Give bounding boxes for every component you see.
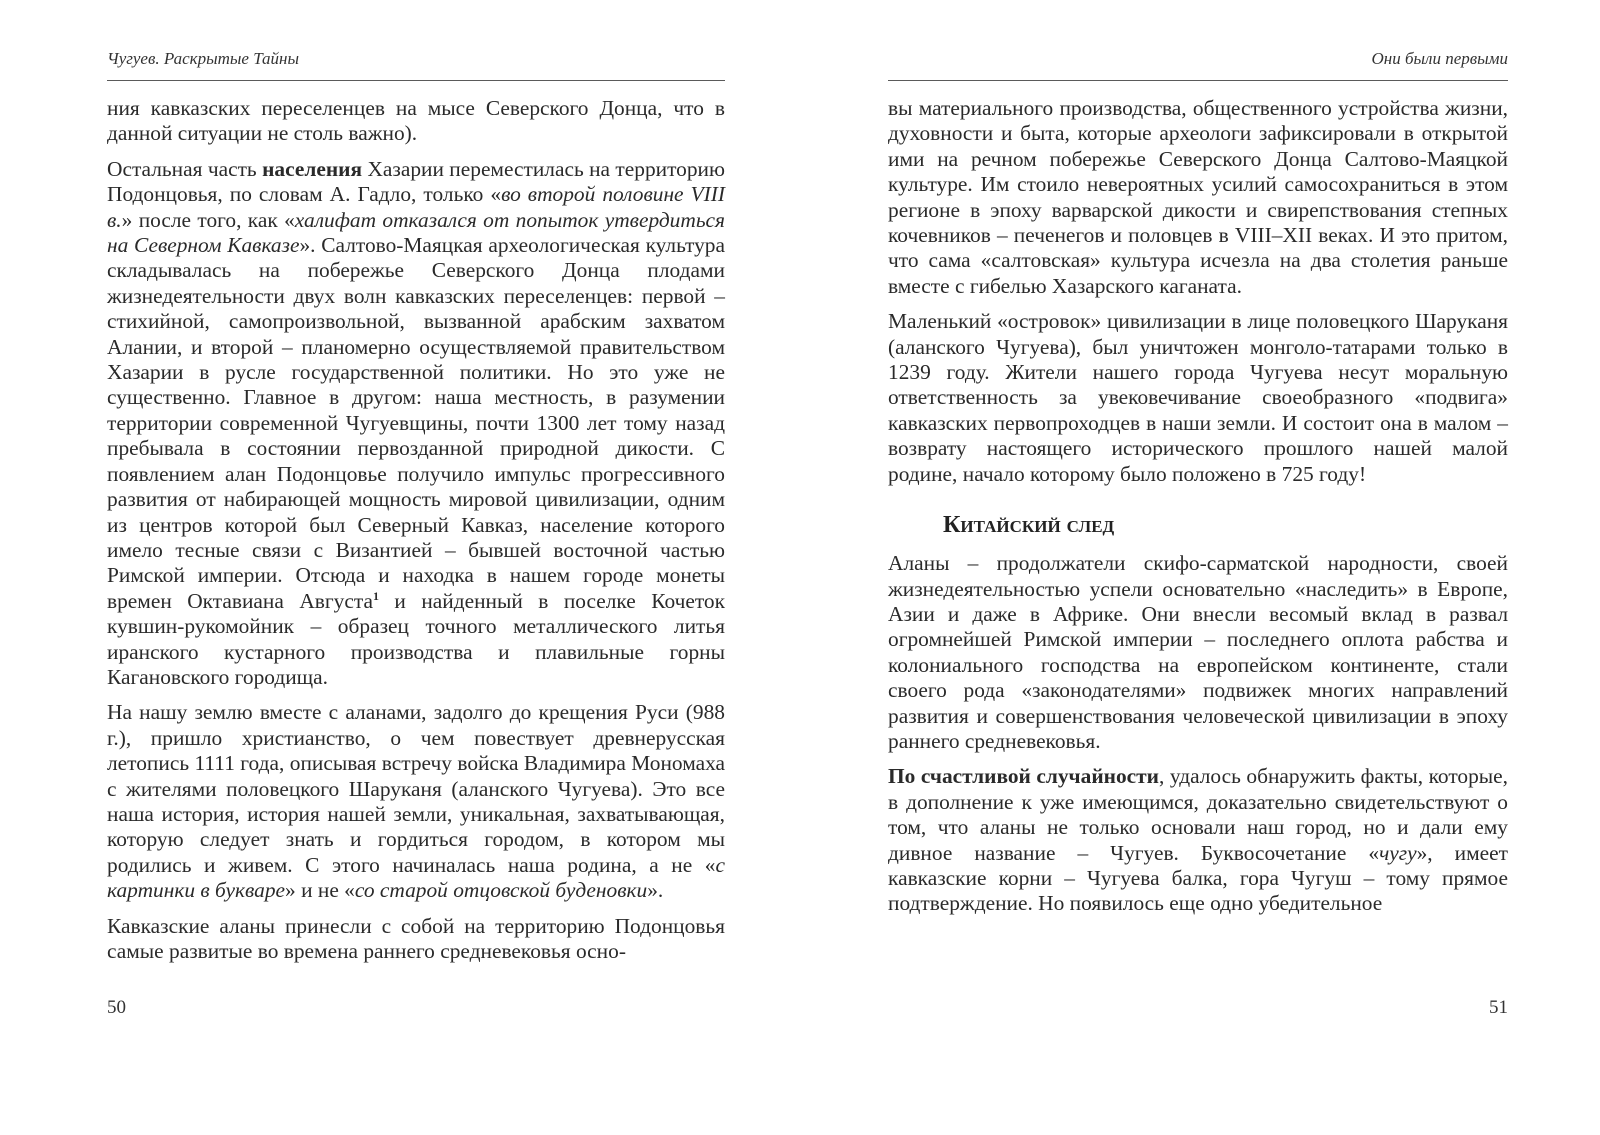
bold-term-lucky-chance: По счастливой случайности [888, 764, 1159, 789]
left-running-head: Чугуев. Раскрытые Тайны [107, 49, 299, 68]
bold-term-population: населения [262, 156, 363, 181]
right-header-rule [888, 80, 1508, 81]
right-paragraph-1: вы материального производства, общественного устройства жизни, духовности и быта, которые археологи зафиксировали в открытой ими на речном побережье Северского Донца Салтово-Маяцкой культуре. Им стоило невероятных усилий самосохраниться в этом регионе в эпоху варварской дикости и свирепствования степных кочевников – печенегов и половцев в VIII–XII веках. И это притом, что сама «салтовская» культура исчезла на два столетия раньше вместе с гибелью Хазарского каганата. [888, 96, 1508, 298]
left-paragraph-1: ния кавказских переселенцев на мысе Северского Донца, что в данной ситуации не столь важно). [107, 96, 725, 146]
right-paragraph-2: Маленький «островок» цивилизации в лице половецкого Шаруканя (аланского Чугуева), был уничтожен монголо-татарами только в 1239 году. Жители нашего города Чугуева несут моральную ответственность за увековечивание своеобразного «подвига» кавказских первопроходцев в наши земли. И состоит она в малом – возврату настоящего исторического прошлого нашей малой родине, начало которому было положено в 725 году! [888, 309, 1508, 486]
section-heading: Китайский след [943, 512, 1115, 539]
left-page-number: 50 [107, 997, 126, 1018]
left-header-rule [107, 80, 725, 81]
right-running-head: Они были первыми [1371, 49, 1508, 68]
left-page [107, 0, 725, 1135]
right-page-number: 51 [1489, 997, 1508, 1018]
left-paragraph-3: На нашу землю вместе с аланами, задолго до крещения Руси (988 г.), пришло христианство, о чем повествует древнерусская летопись 1111 года, описывая встречу войска Владимира Мономаха с жителями половецкого Шаруканя (аланского Чугуева). Это все наша история, история нашей земли, уникальная, захватывающая, которую следует знать и гордиться городом, в котором мы родились и живем. С этого начиналась наша родина, а не «с картинки в букваре» и не «со старой отцовской буденовки». [107, 700, 725, 903]
left-page-text [107, 96, 725, 974]
footnote-marker: 1 [372, 588, 379, 603]
left-paragraph-4: Кавказские аланы принесли с собой на территорию Подонцовья самые развитые во времена раннего средневековья осно- [107, 913, 725, 963]
right-page [888, 0, 1508, 1135]
right-page-text [888, 96, 1508, 927]
quote-italic: во второй половине VIII в. [107, 182, 726, 232]
right-paragraph-3: Аланы – продолжатели скифо-сарматской народности, своей жизнедеятельностью успели основательно «наследить» в Европе, Азии и даже в Африке. Они внесли весомый вклад в развал огромнейшей Римской империи – последнего оплота рабства и колониального господства на европейском континенте, стали своего рода «законодателями» подвижек многих направлений развития и совершенствования человеческой цивилизации в эпоху раннего средневековья. [888, 551, 1508, 753]
quote-italic: халифат отказался от попыток утвердиться на Северном Кавказе [107, 207, 725, 258]
quote-italic: с картинки в букваре [107, 852, 725, 903]
quote-italic: со старой отцовской буденовки [354, 878, 648, 903]
right-paragraph-4: По счастливой случайности, удалось обнаружить факты, которые, в дополнение к уже имеющимся, доказательно свидетельствуют о том, что аланы не только основали наш город, но и дали ему дивное название – Чугуев. Буквосочетание «чугу», имеет кавказские корни – Чугуева балка, гора Чугуш – тому прямое подтверждение. Но появилось еще одно убедительное [888, 764, 1508, 916]
left-paragraph-2: Остальная часть населения Хазарии переместилась на территорию Подонцовья, по словам А. Гадло, только «во второй половине VIII в.» после того, как «халифат отказался от попыток утвердиться на Северном Кавказе». Салтово-Маяцкая археологическая культура складывалась на побережье Северского Донца плодами жизнедеятельности двух волн кавказских переселенцев: первой – стихийной, самопроизвольной, вызванной арабским захватом Алании, и второй – планомерно осуществляемой правительством Хазарии в русле государственной политики. Но это уже не существенно. Главное в другом: наша местность, в разумении территории современной Чугуевщины, почти 1300 лет тому назад пребывала в состоянии первозданной природной дикости. С появлением алан Подонцовье получило импульс прогрессивного развития от набирающей мощность мировой цивилизации, одним из центров которой был Северный Кавказ, население которого имело тесные связи с Византией – бывшей восточной частью Римской империи. Отсюда и находка в нашем городе монеты времен Октавиана Августа$^1$ и найденный в поселке Кочеток кувшин-рукомойник – образец точного металлического литья иранского кустарного производства и плавильные горны Кагановского городища. [107, 156, 726, 689]
quote-italic: чугу [1379, 840, 1417, 865]
